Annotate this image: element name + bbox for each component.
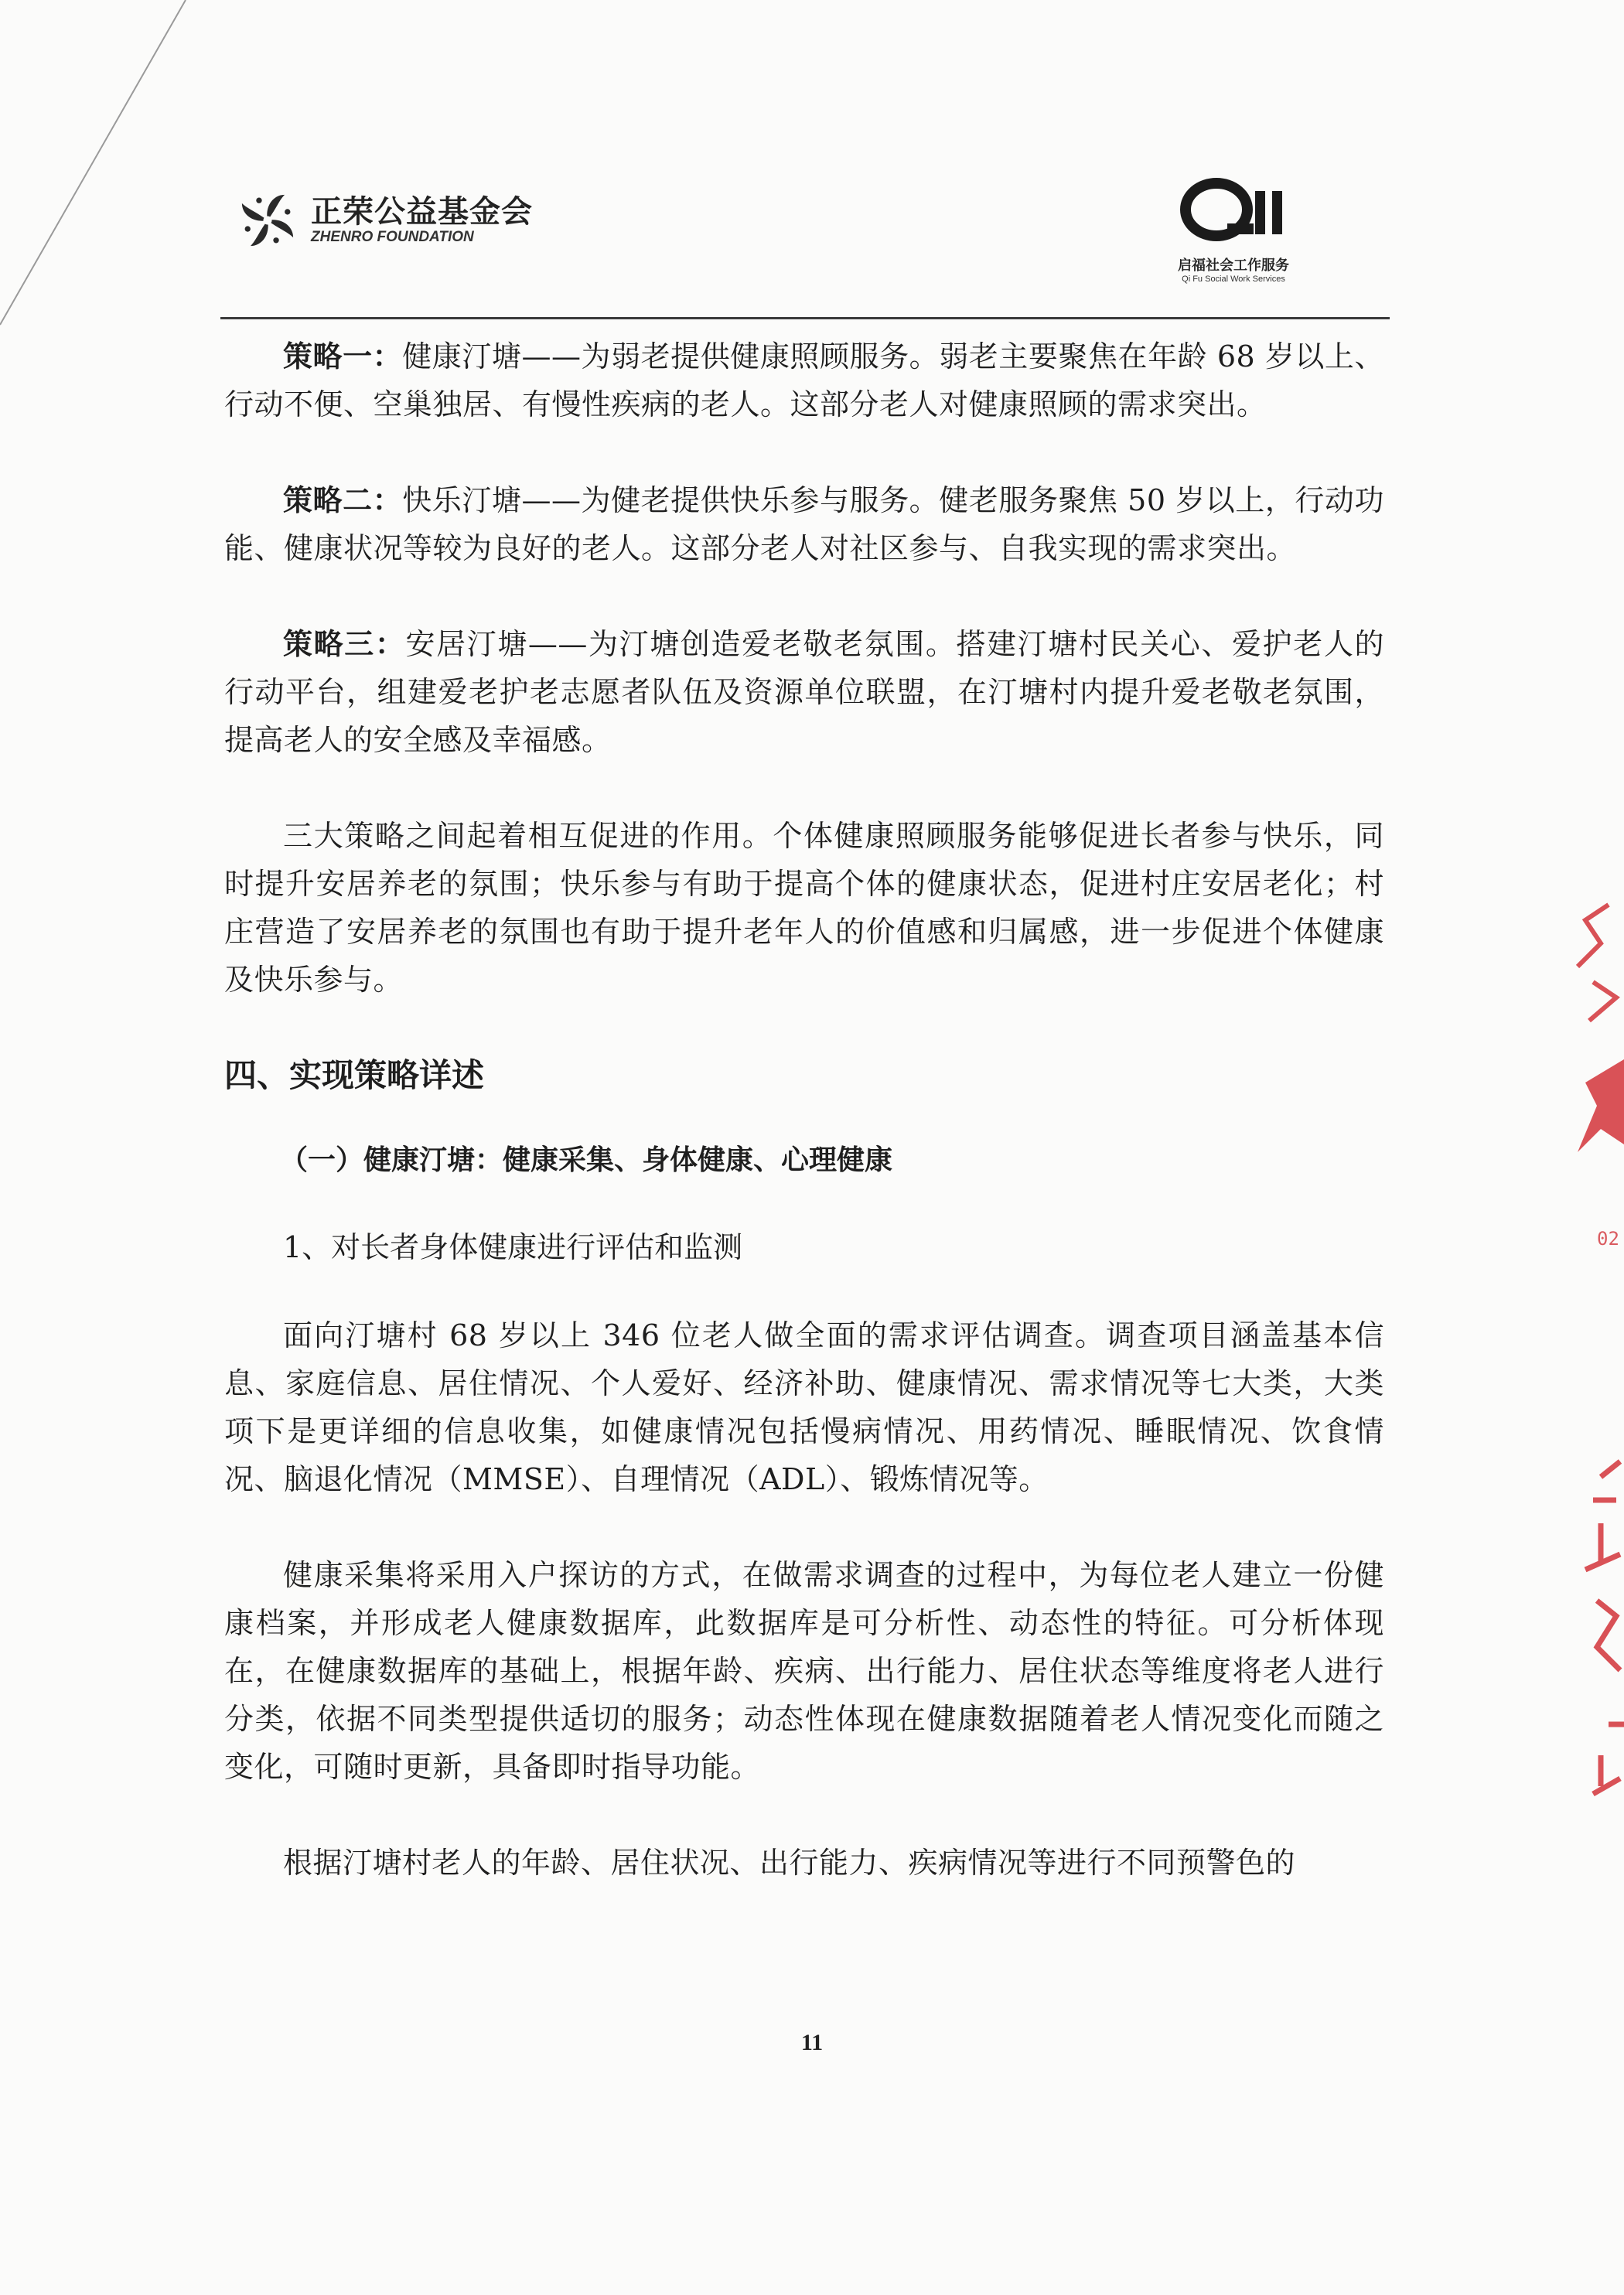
qifu-logo: [1145, 174, 1322, 284]
strategy-three-label: 策略三：: [283, 626, 406, 661]
survey-paragraph: 面向汀塘村 68 岁以上 346 位老人做全面的需求评估调查。调查项目涵盖基本信息、家庭信息、居住情况、个人爱好、经济补助、健康情况、需求情况等七大类，大类项下是更详细的信息收集，如健康情况包括慢病情况、用药情况、睡眠情况、饮食情况、脑退化情况（MMSE）、自理情况（ADL）、锻炼情况等。: [224, 1318, 1384, 1496]
health-collection-paragraph: 健康采集将采用入户探访的方式，在做需求调查的过程中，为每位老人建立一份健康档案，并形成老人健康数据库，此数据库是可分析性、动态性的特征。可分析体现在，在健康数据库的基础上，根据年龄、疾病、出行能力、居住状态等维度将老人进行分类，依据不同类型提供适切的服务；动态性体现在健康数据随着老人情况变化而随之变化，可随时更新，具备即时指导功能。: [224, 1558, 1384, 1784]
scan-crease-line: [0, 0, 201, 340]
zhenro-name-en: ZHENRO FOUNDATION: [311, 229, 474, 245]
red-seal-fragment: [1554, 889, 1624, 1856]
qifu-name-en: Qi Fu Social Work Services: [1182, 275, 1285, 284]
strategy-three-text: 安居汀塘——为汀塘创造爱老敬老氛围。搭建汀塘村民关心、爱护老人的行动平台，组建爱老护老志愿者队伍及资源单位联盟，在汀塘村内提升爱老敬老氛围，提高老人的安全感及幸福感。: [224, 627, 1384, 757]
sub-heading: （一）健康汀塘：健康采集、身体健康、心理健康: [280, 1144, 893, 1176]
strategy-one-label: 策略一：: [283, 339, 403, 373]
strategy-two-text: 快乐汀塘——为健老提供快乐参与服务。健老服务聚焦 50 岁以上，行动功能、健康状况等较为良好的老人。这部分老人对社区参与、自我实现的需求突出。: [224, 483, 1384, 565]
strategy-relation-paragraph: 三大策略之间起着相互促进的作用。个体健康照顾服务能够促进长者参与快乐，同时提升安居养老的氛围；快乐参与有助于提高个体的健康状态，促进村庄安居老化；村庄营造了安居养老的氛围也有助于提升老年人的价值感和归属感，进一步促进个体健康及快乐参与。: [224, 819, 1384, 997]
strategy-two-label: 策略二：: [283, 483, 403, 517]
document-body: [224, 332, 1384, 1935]
qifu-name-cn: 启福社会工作服务: [1178, 257, 1289, 274]
zhenro-foundation-logo: [232, 186, 533, 255]
warning-color-paragraph: 根据汀塘村老人的年龄、居住状况、出行能力、疾病情况等进行不同预警色的: [283, 1846, 1296, 1880]
qifu-logo-icon: [1172, 174, 1295, 251]
seal-fragment-text: 02: [1597, 1228, 1619, 1250]
page-number: 11: [800, 2030, 824, 2055]
strategy-one-text: 健康汀塘——为弱老提供健康照顾服务。弱老主要聚焦在年龄 68 岁以上、行动不便、空巢独居、有慢性疾病的老人。这部分老人对健康照顾的需求突出。: [224, 339, 1384, 421]
pinwheel-logo-icon: [232, 185, 303, 256]
strategy-two-paragraph: [224, 476, 1384, 572]
zhenro-name-cn: 正荣公益基金会: [311, 194, 533, 230]
header-divider: [220, 317, 1390, 319]
section-heading: 四、实现策略详述: [224, 1056, 485, 1094]
strategy-one-paragraph: [224, 332, 1384, 428]
sub-sub-heading: 1、对长者身体健康进行评估和监测: [283, 1230, 743, 1264]
strategy-three-paragraph: [224, 620, 1384, 764]
